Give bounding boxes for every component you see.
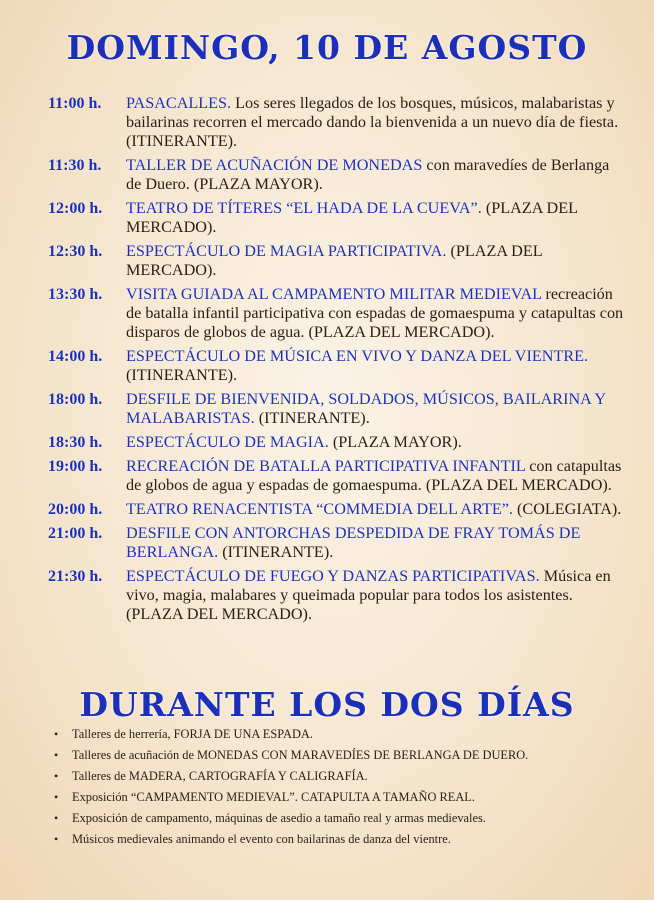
schedule-item: [48, 500, 628, 519]
schedule-item: [48, 524, 628, 562]
during-list: [50, 726, 620, 852]
event-time: 11:30 h.: [48, 157, 102, 174]
event-description: [126, 567, 628, 624]
event-time: 21:30 h.: [48, 568, 103, 585]
event-time: 13:30 h.: [48, 286, 103, 303]
schedule-item: [48, 156, 628, 194]
list-item: • Exposición de campamento, máquinas de asedio a tamaño real y armas medievales.: [50, 810, 620, 826]
event-name: PASACALLES.: [126, 94, 232, 112]
event-description: [126, 347, 628, 385]
event-time: 14:00 h.: [48, 348, 103, 365]
event-name: ESPECTÁCULO DE MAGIA PARTICIPATIVA.: [126, 242, 447, 260]
event-details: (PLAZA MAYOR).: [328, 433, 462, 451]
page-title: DOMINGO, 10 DE AGOSTO: [66, 28, 588, 67]
event-description: [126, 285, 628, 342]
event-name: DESFILE DE BIENVENIDA, SOLDADOS, MÚSICOS, BAILARINA Y MALABARISTAS.: [126, 390, 606, 427]
event-details: (ITINERANTE).: [218, 543, 334, 561]
schedule-item: [48, 433, 628, 452]
event-name: RECREACIÓN DE BATALLA PARTICIPATIVA INFANTIL: [126, 457, 526, 475]
schedule-item: [48, 567, 628, 624]
event-description: [126, 433, 628, 452]
event-details: con catapultas de globos de agua y espadas de gomaespuma. (PLAZA DEL MERCADO).: [126, 457, 622, 494]
section-title-during: DURANTE LOS DOS DÍAS: [79, 685, 575, 724]
event-details: con maravedíes de Berlanga de Duero. (PLAZA MAYOR).: [126, 156, 610, 193]
event-details: (COLEGIATA).: [512, 500, 622, 518]
event-time: 18:00 h.: [48, 391, 103, 408]
event-details: Música en vivo, magia, malabares y queimada popular para todos los asistentes. (PLAZA DEL MERCADO).: [126, 567, 611, 623]
schedule-list: [48, 94, 628, 629]
event-time: 19:00 h.: [48, 458, 103, 475]
event-name: DESFILE CON ANTORCHAS DESPEDIDA DE FRAY TOMÁS DE BERLANGA.: [126, 524, 581, 561]
schedule-item: [48, 390, 628, 428]
list-item: • Músicos medievales animando el evento con bailarinas de danza del vientre.: [50, 831, 620, 847]
event-time: 11:00 h.: [48, 95, 102, 112]
event-details: Los seres llegados de los bosques, músicos, malabaristas y bailarinas recorren el mercado dando la bienvenida a un nuevo día de fiesta. (ITINERANTE).: [126, 94, 619, 150]
event-time: 12:00 h.: [48, 200, 103, 217]
event-time: 21:00 h.: [48, 525, 103, 542]
list-item: • Talleres de MADERA, CARTOGRAFÍA Y CALIGRAFÍA.: [50, 768, 620, 784]
event-details: (PLAZA DEL MERCADO).: [126, 242, 543, 279]
event-time: 20:00 h.: [48, 501, 103, 518]
event-name: TEATRO RENACENTISTA “COMMEDIA DELL ARTE”.: [126, 500, 513, 518]
schedule-item: [48, 242, 628, 280]
event-description: [126, 500, 628, 519]
event-description: [126, 524, 628, 562]
event-name: ESPECTÁCULO DE MÚSICA EN VIVO Y DANZA DEL VIENTRE.: [126, 347, 589, 365]
event-description: [126, 457, 628, 495]
event-description: [126, 156, 628, 194]
event-time: 12:30 h.: [48, 243, 103, 260]
list-item: • Talleres de herrería, FORJA DE UNA ESPADA.: [50, 726, 620, 742]
event-name: ESPECTÁCULO DE MAGIA.: [126, 433, 329, 451]
event-details: (PLAZA DEL MERCADO).: [126, 199, 578, 236]
event-name: TALLER DE ACUÑACIÓN DE MONEDAS: [126, 156, 423, 174]
event-name: ESPECTÁCULO DE FUEGO Y DANZAS PARTICIPATIVAS.: [126, 567, 540, 585]
event-details: (ITINERANTE).: [254, 409, 370, 427]
schedule-item: [48, 347, 628, 385]
event-time: 18:30 h.: [48, 434, 103, 451]
list-item: • Talleres de acuñación de MONEDAS CON MARAVEDÍES DE BERLANGA DE DUERO.: [50, 747, 620, 763]
schedule-item: [48, 199, 628, 237]
list-item: • Exposición “CAMPAMENTO MEDIEVAL”. CATAPULTA A TAMAÑO REAL.: [50, 789, 620, 805]
event-name: TEATRO DE TÍTERES “EL HADA DE LA CUEVA”.: [126, 199, 482, 217]
schedule-item: [48, 94, 628, 151]
event-description: [126, 94, 628, 151]
schedule-item: [48, 285, 628, 342]
event-description: [126, 242, 628, 280]
event-name: VISITA GUIADA AL CAMPAMENTO MILITAR MEDIEVAL: [126, 285, 542, 303]
event-description: [126, 390, 628, 428]
event-description: [126, 199, 628, 237]
event-details: (ITINERANTE).: [126, 366, 238, 384]
event-details: recreación de batalla infantil participativa con espadas de gomaespuma y catapultas con disparos de globos de agua. (PLAZA DEL MERCADO).: [126, 285, 624, 341]
schedule-item: [48, 457, 628, 495]
